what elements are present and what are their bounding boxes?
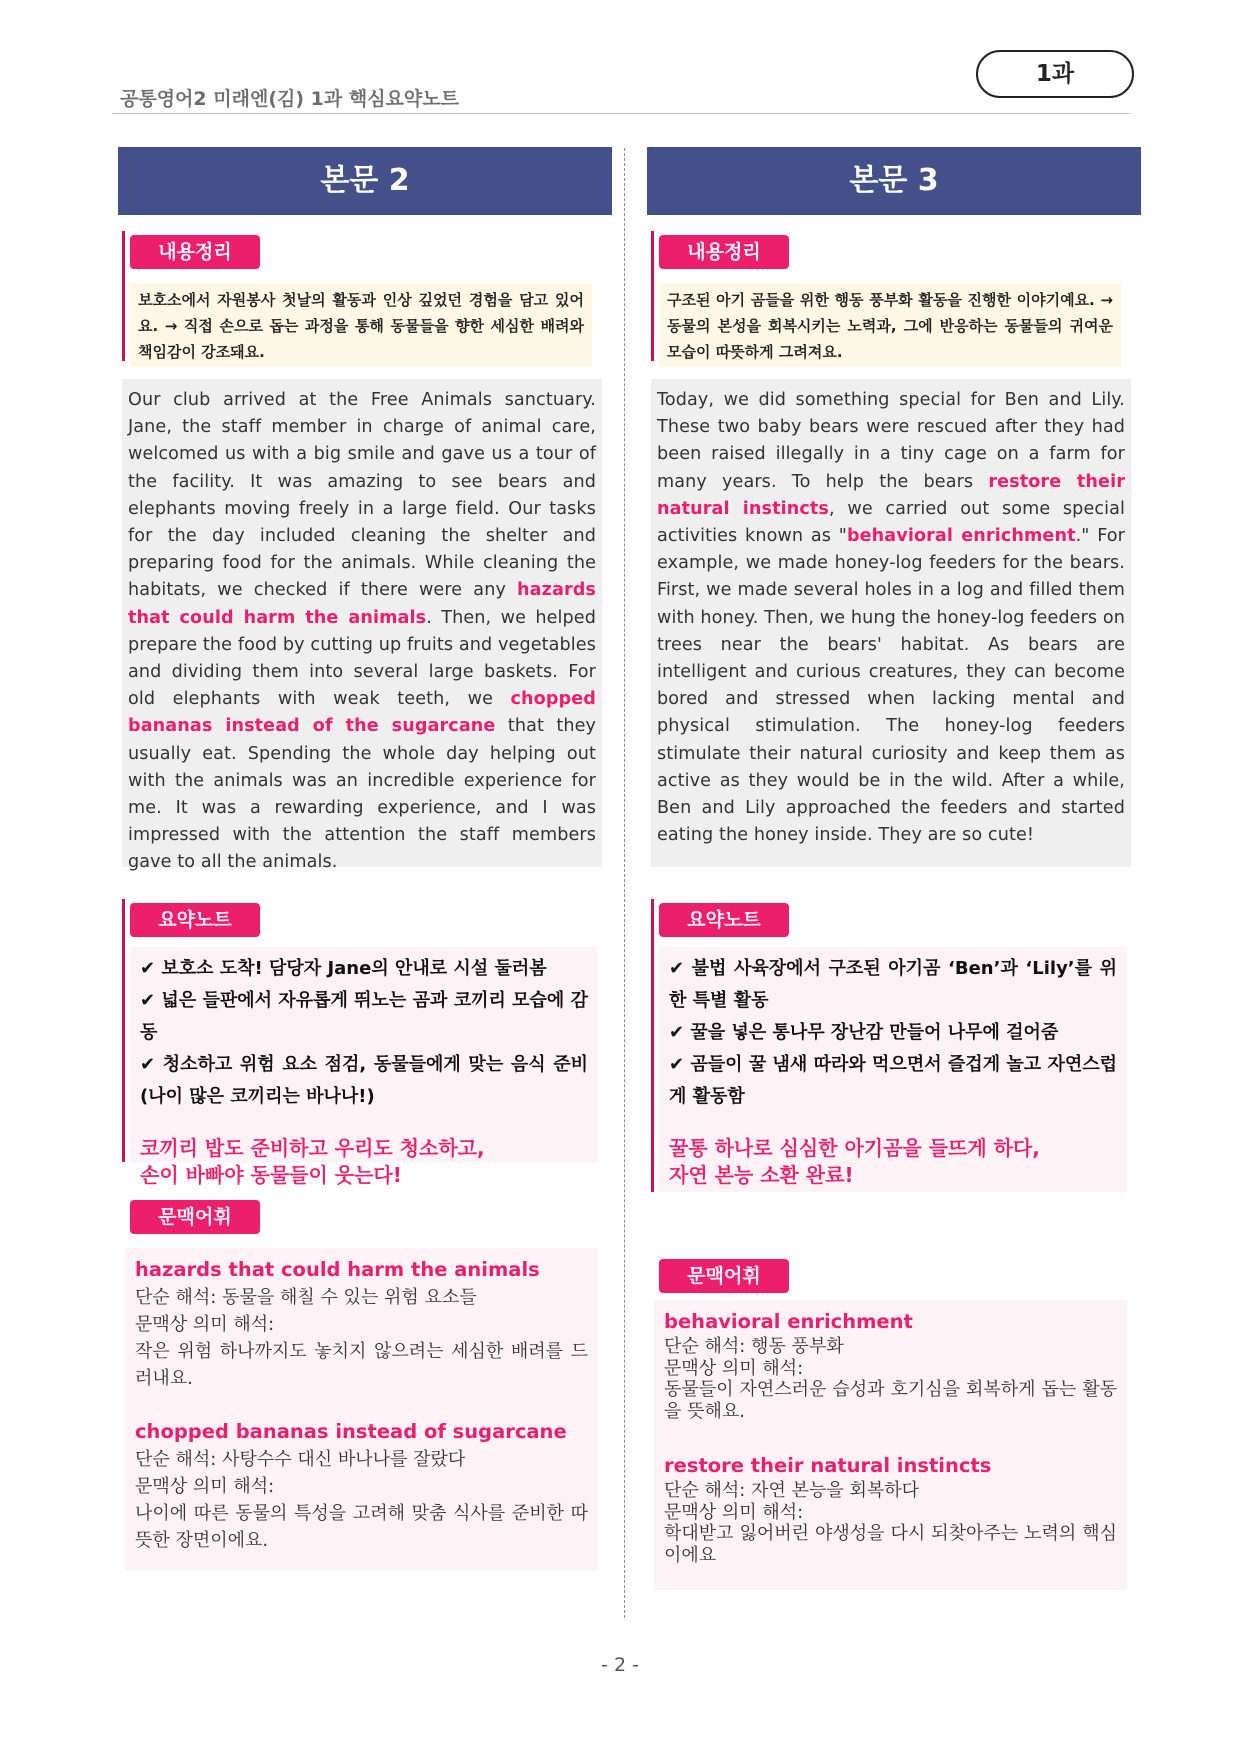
right-punch-line-1: 꿀통 하나로 심심한 아기곰을 들뜨게 하다, <box>669 1136 1040 1160</box>
header-divider <box>112 113 1130 114</box>
left-note-punchline <box>140 1135 588 1189</box>
left-passage-highlight-2: chopped bananas instead of the sugarcane <box>128 689 596 737</box>
left-banner: 본문 2 <box>118 147 612 215</box>
right-summary-tag: 내용정리 <box>659 235 789 269</box>
lesson-badge: 1과 <box>976 50 1134 98</box>
right-passage-highlight-2: behavioral enrichment <box>846 526 1076 547</box>
left-vocab-term-2: chopped bananas instead of sugarcane <box>135 1420 567 1443</box>
right-punch-line-2: 자연 본능 소환 완료! <box>669 1163 854 1187</box>
left-summary-accent <box>122 231 125 361</box>
left-summary-text: 보호소에서 자원봉사 첫날의 활동과 인상 깊었던 경험을 담고 있어요. → 직접 손으로 돕는 과정을 통해 동물들을 향한 세심한 배려와 책임감이 강조돼요. <box>130 283 592 367</box>
right-passage-text-2: , we carried out some special activities known as " <box>657 498 1125 547</box>
left-passage-text-3: that they usually eat. Spending the whole day helping out with the animals was an incredible experience for me. It was a rewarding experience, and I was impressed with the attention the staff members gave to all the animals. <box>128 716 597 873</box>
right-passage <box>651 379 1131 867</box>
left-vocab-context-label-1: 문맥상 의미 해석: <box>135 1314 275 1335</box>
right-vocab-term-1: behavioral enrichment <box>664 1310 913 1333</box>
right-vocab-tag: 문맥어휘 <box>659 1259 789 1293</box>
right-vocab-context-label-2: 문맥상 의미 해석: <box>664 1501 804 1523</box>
right-passage-highlight-1: restore their natural instincts <box>657 471 1125 519</box>
left-passage-highlight-1: hazards that could harm the animals <box>128 580 596 628</box>
document-header-title: 공통영어2 미래엔(김) 1과 핵심요약노트 <box>120 88 459 110</box>
right-vocab-context-1: 동물들이 자연스러운 습성과 호기심을 회복하게 돕는 활동을 뜻해요. <box>664 1379 1117 1422</box>
right-notes-tag: 요약노트 <box>659 903 789 937</box>
left-vocab-term-1: hazards that could harm the animals <box>135 1258 540 1281</box>
left-note-item: ✔ 넓은 들판에서 자유롭게 뛰노는 곰과 코끼리 모습에 감동 <box>140 990 588 1043</box>
left-notes-box <box>130 947 598 1187</box>
left-vocab-simple-1: 단순 해석: 동물을 해칠 수 있는 위험 요소들 <box>135 1287 477 1308</box>
right-notes-box <box>659 947 1127 1192</box>
left-vocab-box <box>125 1248 598 1570</box>
page-number: - 2 - <box>601 1654 639 1676</box>
left-punch-line-2: 손이 바빠야 동물들이 웃는다! <box>140 1163 402 1187</box>
right-vocab-context-label-1: 문맥상 의미 해석: <box>664 1357 804 1379</box>
left-summary-tag: 내용정리 <box>130 235 260 269</box>
right-note-item: ✔ 꿀을 넣은 통나무 장난감 만들어 나무에 걸어줌 <box>669 1022 1059 1043</box>
right-vocab-box <box>654 1300 1127 1590</box>
left-punch-line-1: 코끼리 밥도 준비하고 우리도 청소하고, <box>140 1136 485 1160</box>
right-vocab-context-2: 학대받고 잃어버린 야생성을 다시 되찾아주는 노력의 핵심이에요 <box>664 1523 1117 1566</box>
column-divider <box>624 148 625 1618</box>
right-note-punchline <box>669 1135 1117 1189</box>
left-vocab-context-label-2: 문맥상 의미 해석: <box>135 1476 275 1497</box>
right-note-item: ✔ 곰들이 꿀 냄새 따라와 먹으면서 즐겁게 놀고 자연스럽게 활동함 <box>669 1054 1117 1107</box>
right-vocab-simple-2: 단순 해석: 자연 본능을 회복하다 <box>664 1480 919 1501</box>
right-passage-text-3: ." For example, we made honey-log feeders for the bears. First, we made several holes in a log and filled them with honey. Then, we hung the honey-log feeders on trees near the bears' habitat. As bears are intelligent and curious creatures, they can become bored and stressed when lacking mental and physical stimulation. The honey-log feeders stimulate their natural curiosity and keep them as active as they would be in the wild. After a while, Ben and Lily approached the feeders and started eating the honey inside. They are so cute! <box>657 526 1125 846</box>
left-passage <box>122 379 602 873</box>
left-vocab-context-2: 나이에 따른 동물의 특성을 고려해 맞춤 식사를 준비한 따뜻한 장면이에요. <box>135 1503 588 1551</box>
left-note-item: ✔ 청소하고 위험 요소 점검, 동물들에게 맞는 음식 준비 (나이 많은 코끼리는 바나나!) <box>140 1054 588 1107</box>
left-vocab-context-1: 작은 위험 하나까지도 놓치지 않으려는 세심한 배려를 드러내요. <box>135 1341 588 1389</box>
right-vocab-term-2: restore their natural instincts <box>664 1454 992 1477</box>
left-notes-tag: 요약노트 <box>130 903 260 937</box>
right-note-item: ✔ 불법 사육장에서 구조된 아기곰 ‘Ben’과 ‘Lily’를 위한 특별 활동 <box>669 958 1117 1011</box>
right-column <box>647 147 1141 1566</box>
right-notes-accent <box>651 899 654 1192</box>
right-vocab-simple-1: 단순 해석: 행동 풍부화 <box>664 1336 844 1357</box>
right-passage-text-1: Today, we did something special for Ben and Lily. These two baby bears were rescued after they had been raised illegally in a tiny cage on a farm for many years. To help the bears <box>657 390 1125 492</box>
left-notes-accent <box>122 899 125 1162</box>
right-summary-text: 구조된 아기 곰들을 위한 행동 풍부화 활동을 진행한 이야기예요. → 동물의 본성을 회복시키는 노력과, 그에 반응하는 동물들의 귀여운 모습이 따뜻하게 그려져요. <box>659 283 1121 367</box>
right-summary-accent <box>651 231 654 361</box>
left-passage-text-1: Our club arrived at the Free Animals sanctuary. Jane, the staff member in charge of animal care, welcomed us with a big smile and gave us a tour of the facility. It was amazing to see bears and elephants moving freely in a large field. Our tasks for the day included cleaning the shelter and preparing food for the animals. While cleaning the habitats, we checked if there were any <box>128 390 596 601</box>
left-vocab-simple-2: 단순 해석: 사탕수수 대신 바나나를 잘랐다 <box>135 1449 466 1470</box>
left-passage-text-2: . Then, we helped prepare the food by cutting up fruits and vegetables and dividing them into several large baskets. For old elephants with weak teeth, we <box>128 607 596 710</box>
left-vocab-tag: 문맥어휘 <box>130 1200 260 1234</box>
right-banner: 본문 3 <box>647 147 1141 215</box>
left-column <box>118 147 612 1551</box>
left-note-item: ✔ 보호소 도착! 담당자 Jane의 안내로 시설 둘러봄 <box>140 958 547 979</box>
